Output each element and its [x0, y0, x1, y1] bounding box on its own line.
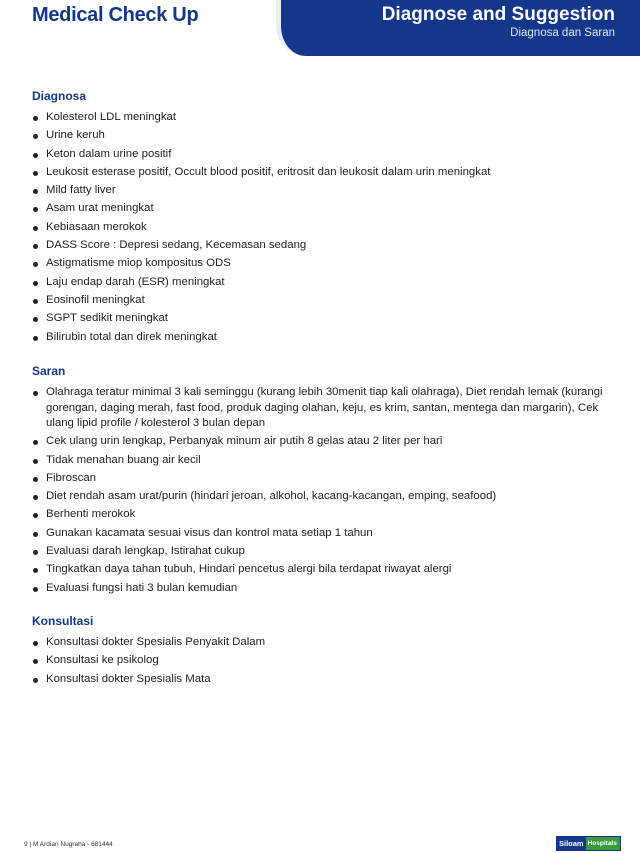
banner-title: Diagnose and Suggestion — [381, 4, 615, 25]
footer-text: 9 | M Ardian Nugraha - 681444 — [24, 841, 113, 848]
list-item: Laju endap darah (ESR) meningkat — [32, 275, 610, 291]
list-item: Asam urat meningkat — [32, 201, 610, 217]
header-banner — [276, 0, 640, 56]
diagnosa-list — [32, 110, 610, 345]
konsultasi-heading: Konsultasi — [32, 614, 94, 628]
list-item: Tingkatkan daya tahan tubuh, Hindari pencetus alergi bila terdapat riwayat alergi — [32, 562, 610, 578]
list-item: Konsultasi dokter Spesialis Penyakit Dalam — [32, 635, 610, 651]
list-item: Diet rendah asam urat/purin (hindari jeroan, alkohol, kacang-kacangan, emping, seafood) — [32, 489, 610, 505]
saran-section — [32, 364, 610, 599]
siloam-logo — [556, 836, 621, 851]
list-item: Konsultasi ke psikolog — [32, 653, 610, 669]
list-item: Eosinofil meningkat — [32, 293, 610, 309]
list-item: Konsultasi dokter Spesialis Mata — [32, 672, 610, 688]
list-item: DASS Score : Depresi sedang, Kecemasan sedang — [32, 238, 610, 254]
list-item: Mild fatty liver — [32, 183, 610, 199]
list-item: Evaluasi darah lengkap, Istirahat cukup — [32, 544, 610, 560]
page-title: Medical Check Up — [32, 4, 199, 26]
list-item: Kolesterol LDL meningkat — [32, 110, 610, 126]
saran-list — [32, 385, 610, 596]
logo-part-siloam: Siloam — [559, 839, 584, 848]
list-item: Kebiasaan merokok — [32, 220, 610, 236]
konsultasi-list — [32, 635, 610, 687]
logo-part-hospitals: Hospitals — [586, 837, 620, 850]
list-item: SGPT sedikit meningkat — [32, 311, 610, 327]
diagnosa-heading: Diagnosa — [32, 89, 87, 103]
list-item: Olahraga teratur minimal 3 kali seminggu (kurang lebih 30menit tiap kali olahraga), Diet rendah lemak (kurangi gorengan, daging merah, fast food, produk daging olahan, keju, es krim, santan, mentega dan margarin), Cek ulang lipid profile / kolesterol 3 bulan depan — [32, 385, 610, 432]
list-item: Astigmatisme miop kompositus ODS — [32, 256, 610, 272]
konsultasi-section — [32, 614, 610, 690]
list-item: Leukosit esterase positif, Occult blood positif, eritrosit dan leukosit dalam urin meningkat — [32, 165, 610, 181]
diagnosa-section — [32, 89, 610, 348]
banner-subtitle: Diagnosa dan Saran — [510, 27, 615, 39]
list-item: Berhenti merokok — [32, 507, 610, 523]
list-item: Urine keruh — [32, 128, 610, 144]
list-item: Tidak menahan buang air kecil — [32, 453, 610, 469]
list-item: Fibroscan — [32, 471, 610, 487]
list-item: Bilirubin total dan direk meningkat — [32, 330, 610, 346]
list-item: Gunakan kacamata sesuai visus dan kontrol mata setiap 1 tahun — [32, 526, 610, 542]
list-item: Keton dalam urine positif — [32, 147, 610, 163]
list-item: Evaluasi fungsi hati 3 bulan kemudian — [32, 581, 610, 597]
saran-heading: Saran — [32, 364, 66, 378]
list-item: Cek ulang urin lengkap, Perbanyak minum air putih 8 gelas atau 2 liter per hari — [32, 434, 610, 450]
